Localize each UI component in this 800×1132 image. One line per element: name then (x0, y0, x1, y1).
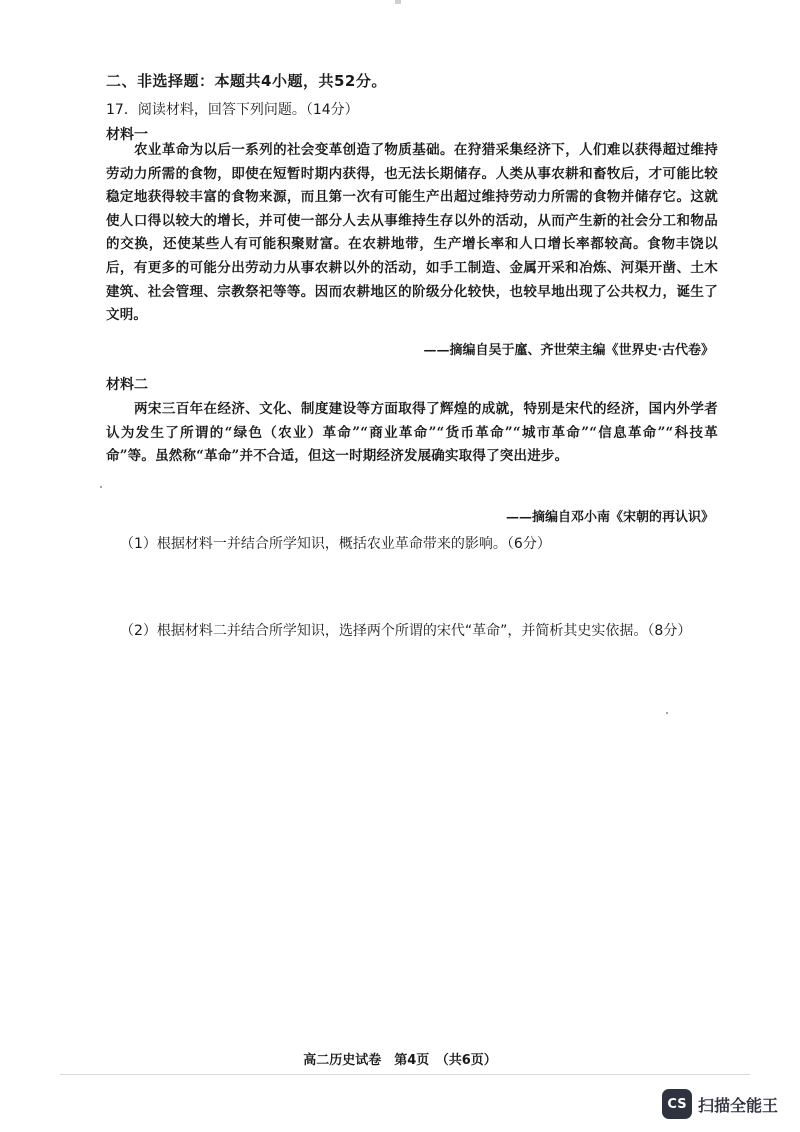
camscanner-logo-icon: CS (662, 1089, 692, 1119)
scan-mark (395, 0, 401, 4)
material-2-label: 材料二 (106, 377, 148, 393)
material-2-source: ——摘编自邓小南《宋朝的再认识》 (505, 510, 714, 525)
watermark-text: 扫描全能王 (697, 1095, 778, 1115)
scan-speck (100, 486, 102, 488)
page-footer: 高二历史试卷 第4页 （共6页） (303, 1053, 497, 1068)
material-2-text: 两宋三百年在经济、文化、制度建设等方面取得了辉煌的成就，特别是宋代的经济，国内外学者认为发生了所谓的“绿色（农业）革命”“商业革命”“货币革命”“城市革命”“信息革命”“科技革命”等。虽然称“革命”并不合适，但这一时期经济发展确实取得了突出进步。 (106, 401, 718, 465)
section-title: 二、非选择题：本题共4小题，共52分。 (106, 72, 387, 90)
sub-question-2: （2）根据材料二并结合所学知识，选择两个所谓的宋代“革命”，并简析其史实依据。（8分） (120, 623, 692, 639)
material-1-text: 农业革命为以后一系列的社会变革创造了物质基础。在狩猎采集经济下，人们难以获得超过维持劳动力所需的食物，即使在短暂时期内获得，也无法长期储存。人类从事农耕和畜牧后，才可能比较稳定地获得较丰富的食物来源，而且第一次有可能生产出超过维持劳动力所需的食物并储存它。这就使人口得以较大的增长，并可使一部分人去从事维持生存以外的活动，从而产生新的社会分工和物品的交换，还使某些人有可能积聚财富。在农耕地带，生产增长率和人口增长率都较高。食物丰饶以后，有更多的可能分出劳动力从事农耕以外的活动，如手工制造、金属开采和冶炼、河渠开凿、土木建筑、社会管理、宗教祭祀等等。因而农耕地区的阶级分化较快，也较早地出现了公共权力，诞生了文明。 (106, 142, 718, 324)
footer-divider (60, 1074, 750, 1075)
material-1-label: 材料一 (106, 127, 148, 143)
question-title: 17．阅读材料，回答下列问题。（14分） (106, 102, 359, 118)
scanner-watermark (662, 1089, 778, 1119)
sub-question-1: （1）根据材料一并结合所学知识，概括农业革命带来的影响。（6分） (120, 536, 551, 552)
material-1-source: ——摘编自吴于廑、齐世荣主编《世界史·古代卷》 (423, 343, 714, 358)
scan-speck (666, 712, 668, 714)
